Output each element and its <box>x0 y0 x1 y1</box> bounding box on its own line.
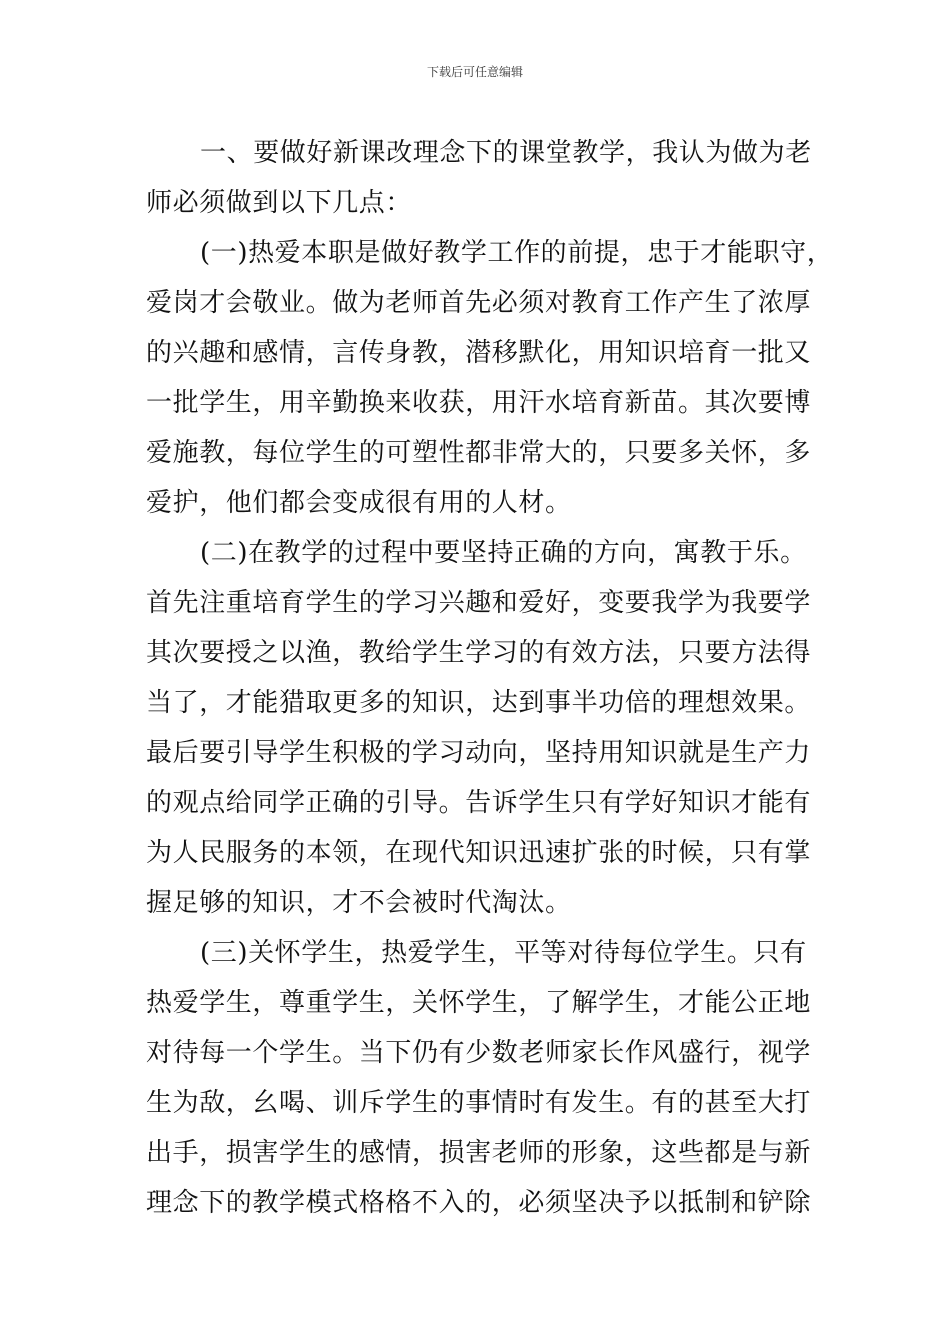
text-line: 爱护，他们都会变成很有用的人材。 <box>146 488 572 518</box>
text-line: (二)在教学的过程中要坚持正确的方向，寓教于乐。 <box>200 538 807 568</box>
text-line: 为人民服务的本领，在现代知识迅速扩张的时候，只有掌 <box>146 838 812 868</box>
text-line: 其次要授之以渔，教给学生学习的有效方法，只要方法得 <box>146 638 812 668</box>
text-line: 爱岗才会敬业。做为老师首先必须对教育工作产生了浓厚 <box>146 288 812 318</box>
text-line: 出手，损害学生的感情，损害老师的形象，这些都是与新 <box>146 1138 812 1168</box>
text-line: 最后要引导学生积极的学习动向，坚持用知识就是生产力 <box>146 738 812 768</box>
text-line: 师必须做到以下几点： <box>146 188 413 218</box>
text-line: 对待每一个学生。当下仍有少数老师家长作风盛行，视学 <box>146 1038 812 1068</box>
text-line: 爱施教，每位学生的可塑性都非常大的，只要多关怀，多 <box>146 438 812 468</box>
text-line: 首先注重培育学生的学习兴趣和爱好，变要我学为我要学 <box>146 588 812 618</box>
text-line: 热爱学生，尊重学生，关怀学生，了解学生，才能公正地 <box>146 988 812 1018</box>
text-line: 的兴趣和感情，言传身教，潜移默化，用知识培育一批又 <box>146 338 812 368</box>
page-header: 下载后可任意编辑 <box>426 65 523 79</box>
text-line: 一、要做好新课改理念下的课堂教学，我认为做为老 <box>200 138 812 168</box>
text-line: 一批学生，用辛勤换来收获，用汗水培育新苗。其次要博 <box>146 388 812 418</box>
text-line: 理念下的教学模式格格不入的，必须坚决予以抵制和铲除 <box>146 1188 812 1218</box>
text-line: (三)关怀学生，热爱学生，平等对待每位学生。只有 <box>200 938 807 968</box>
document-body <box>146 128 846 1228</box>
text-line: 的观点给同学正确的引导。告诉学生只有学好知识才能有 <box>146 788 812 818</box>
text-line: 生为敌，幺喝、训斥学生的事情时有发生。有的甚至大打 <box>146 1088 812 1118</box>
text-line: 当了，才能猎取更多的知识，达到事半功倍的理想效果。 <box>146 688 812 718</box>
text-line: 握足够的知识，才不会被时代淘汰。 <box>146 888 572 918</box>
text-line: (一)热爱本职是做好教学工作的前提，忠于才能职守， <box>200 238 834 268</box>
